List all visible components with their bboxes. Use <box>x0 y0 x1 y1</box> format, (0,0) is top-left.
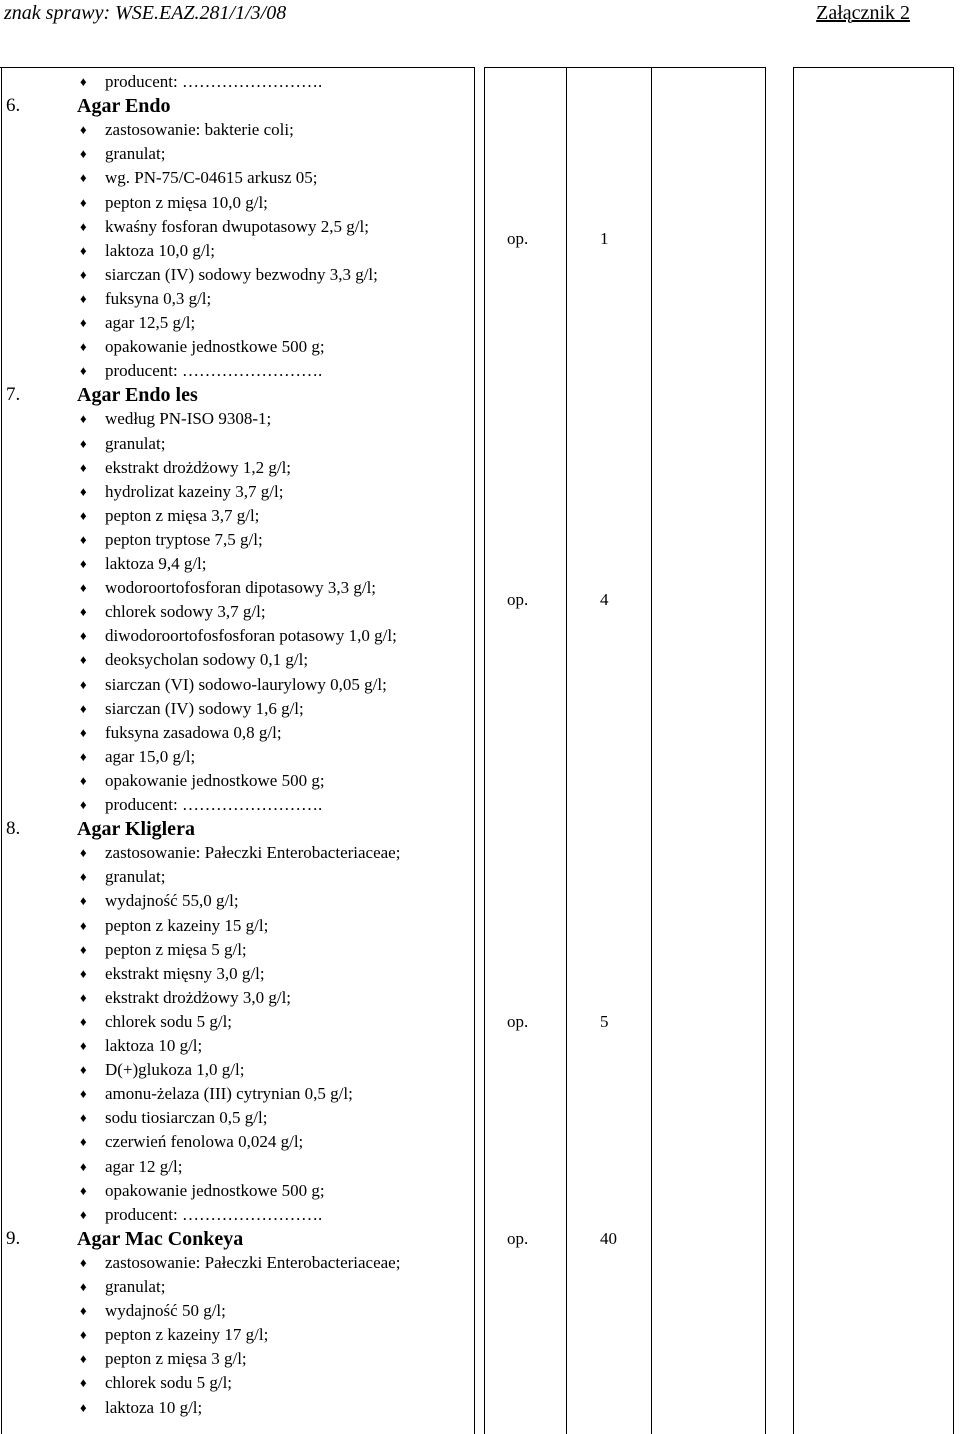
spec-text: fuksyna 0,3 g/l; <box>105 288 212 308</box>
diamond-bullet-icon: ♦ <box>80 1399 87 1415</box>
diamond-bullet-icon: ♦ <box>80 1158 87 1174</box>
spec-text: wg. PN-75/C-04615 arkusz 05; <box>105 168 318 188</box>
diamond-bullet-icon: ♦ <box>80 917 87 933</box>
spec-text: producent: ……………………. <box>105 361 323 381</box>
spec-text: według PN-ISO 9308-1; <box>105 409 272 429</box>
spec-text: sodu tiosiarczan 0,5 g/l; <box>105 1108 268 1128</box>
item-number: 8. <box>6 818 21 840</box>
diamond-bullet-icon: ♦ <box>80 556 87 571</box>
diamond-bullet-icon: ♦ <box>80 1279 87 1294</box>
diamond-bullet-icon: ♦ <box>80 965 87 981</box>
diamond-bullet-icon: ♦ <box>80 989 87 1005</box>
diamond-bullet-icon: ♦ <box>80 1182 87 1198</box>
diamond-bullet-icon: ♦ <box>80 1110 87 1126</box>
spec-text: chlorek sodu 5 g/l; <box>105 1011 233 1031</box>
diamond-bullet-icon: ♦ <box>80 74 87 89</box>
diamond-bullet-icon: ♦ <box>80 1327 87 1343</box>
diamond-bullet-icon: ♦ <box>80 676 87 692</box>
item-unit: op. <box>507 590 529 610</box>
spec-text: deoksycholan sodowy 0,1 g/l; <box>105 650 309 670</box>
diamond-bullet-icon: ♦ <box>80 845 87 861</box>
diamond-bullet-icon: ♦ <box>80 242 87 258</box>
diamond-bullet-icon: ♦ <box>80 146 87 162</box>
diamond-bullet-icon: ♦ <box>80 628 87 644</box>
diamond-bullet-icon: ♦ <box>80 122 87 138</box>
diamond-bullet-icon: ♦ <box>80 363 87 379</box>
item-number: 9. <box>6 1227 21 1249</box>
item-title: Agar Mac Conkeya <box>77 1227 244 1250</box>
spec-text: opakowanie jednostkowe 500 g; <box>105 1180 325 1200</box>
diamond-bullet-icon: ♦ <box>80 1303 87 1319</box>
spec-text: siarczan (IV) sodowy bezwodny 3,3 g/l; <box>105 264 378 284</box>
diamond-bullet-icon: ♦ <box>80 531 87 547</box>
spec-text: siarczan (VI) sodowo-laurylowy 0,05 g/l; <box>105 674 387 694</box>
spec-text: laktoza 10 g/l; <box>105 1036 203 1055</box>
spec-text: laktoza 9,4 g/l; <box>105 554 207 573</box>
diamond-bullet-icon: ♦ <box>80 724 87 740</box>
spec-text: zastosowanie: bakterie coli; <box>105 120 294 140</box>
diamond-bullet-icon: ♦ <box>80 748 87 764</box>
diamond-bullet-icon: ♦ <box>80 1038 87 1053</box>
spec-text: agar 15,0 g/l; <box>105 746 196 766</box>
spec-text: agar 12,5 g/l; <box>105 313 196 332</box>
spec-text: agar 12 g/l; <box>105 1156 183 1176</box>
diamond-bullet-icon: ♦ <box>80 893 87 909</box>
page-header <box>0 0 960 30</box>
spec-text: pepton z mięsa 3 g/l; <box>105 1349 247 1369</box>
spec-text: laktoza 10 g/l; <box>105 1397 203 1417</box>
diamond-bullet-icon: ♦ <box>80 483 87 499</box>
diamond-bullet-icon: ♦ <box>80 1206 87 1222</box>
spec-text: granulat; <box>105 433 166 453</box>
diamond-bullet-icon: ♦ <box>80 869 87 885</box>
spec-text: producent: ……………………. <box>105 72 323 91</box>
diamond-bullet-icon: ♦ <box>80 266 87 282</box>
item-quantity: 1 <box>600 228 609 248</box>
item-unit: op. <box>507 1011 529 1031</box>
table-border-right <box>953 67 954 1434</box>
item-number: 7. <box>6 384 21 406</box>
item-unit: op. <box>507 1228 529 1248</box>
diamond-bullet-icon: ♦ <box>80 315 87 330</box>
item-number: 6. <box>6 95 21 117</box>
spec-text: producent: ……………………. <box>105 795 323 814</box>
table-top-border-right <box>793 67 953 68</box>
diamond-bullet-icon: ♦ <box>80 290 87 306</box>
spec-text: pepton z mięsa 10,0 g/l; <box>105 192 268 212</box>
spec-text: ekstrakt mięsny 3,0 g/l; <box>105 963 265 983</box>
spec-text: granulat; <box>105 867 166 887</box>
diamond-bullet-icon: ♦ <box>80 580 87 596</box>
diamond-bullet-icon: ♦ <box>80 1134 87 1150</box>
spec-text: pepton z kazeiny 17 g/l; <box>105 1325 269 1345</box>
attachment-label: Załącznik 2 <box>816 2 910 24</box>
spec-text: zastosowanie: Pałeczki Enterobacteriaceae; <box>105 1252 401 1272</box>
case-reference: znak sprawy: WSE.EAZ.281/1/3/08 <box>4 2 287 24</box>
spec-text: chlorek sodu 5 g/l; <box>105 1373 233 1393</box>
spec-text: wodoroortofosforan dipotasowy 3,3 g/l; <box>105 578 377 598</box>
diamond-bullet-icon: ♦ <box>80 459 87 475</box>
diamond-bullet-icon: ♦ <box>80 218 87 234</box>
item-quantity: 4 <box>600 590 609 610</box>
spec-text: wydajność 50 g/l; <box>105 1301 226 1321</box>
table-divider-6 <box>793 67 794 1434</box>
spec-text: czerwień fenolowa 0,024 g/l; <box>105 1132 304 1152</box>
diamond-bullet-icon: ♦ <box>80 194 87 210</box>
table-divider-4 <box>651 67 652 1434</box>
item-title: Agar Endo <box>77 95 171 118</box>
table-divider-3 <box>566 67 567 1434</box>
diamond-bullet-icon: ♦ <box>80 941 87 957</box>
diamond-bullet-icon: ♦ <box>80 1086 87 1102</box>
item-unit: op. <box>507 228 529 248</box>
spec-text: fuksyna zasadowa 0,8 g/l; <box>105 722 282 742</box>
spec-text: ekstrakt drożdżowy 1,2 g/l; <box>105 457 292 477</box>
diamond-bullet-icon: ♦ <box>80 507 87 523</box>
diamond-bullet-icon: ♦ <box>80 339 87 355</box>
spec-text: granulat; <box>105 1277 166 1296</box>
spec-text: ekstrakt drożdżowy 3,0 g/l; <box>105 987 292 1007</box>
spec-text: pepton z kazeiny 15 g/l; <box>105 915 269 935</box>
item-title: Agar Kliglera <box>77 818 195 841</box>
table-divider-5 <box>765 67 766 1434</box>
diamond-bullet-icon: ♦ <box>80 170 87 186</box>
spec-text: granulat; <box>105 144 166 164</box>
table-top-border-mid <box>484 67 765 68</box>
spec-text: laktoza 10,0 g/l; <box>105 240 216 260</box>
table-divider-1 <box>474 67 475 1434</box>
item-title: Agar Endo les <box>77 384 198 407</box>
spec-text: wydajność 55,0 g/l; <box>105 891 239 911</box>
table-border-left <box>1 67 2 1434</box>
spec-text: hydrolizat kazeiny 3,7 g/l; <box>105 481 284 501</box>
diamond-bullet-icon: ♦ <box>80 1062 87 1078</box>
diamond-bullet-icon: ♦ <box>80 1351 87 1367</box>
item-quantity: 5 <box>600 1011 609 1031</box>
spec-text: kwaśny fosforan dwupotasowy 2,5 g/l; <box>105 216 369 236</box>
spec-text: amonu-żelaza (III) cytrynian 0,5 g/l; <box>105 1084 353 1104</box>
diamond-bullet-icon: ♦ <box>80 411 87 427</box>
table-divider-2 <box>484 67 485 1434</box>
item-quantity: 40 <box>600 1228 617 1248</box>
spec-text: pepton z mięsa 3,7 g/l; <box>105 505 260 525</box>
diamond-bullet-icon: ♦ <box>80 797 87 812</box>
diamond-bullet-icon: ♦ <box>80 1013 87 1029</box>
diamond-bullet-icon: ♦ <box>80 700 87 716</box>
table-top-border-left <box>0 67 474 68</box>
diamond-bullet-icon: ♦ <box>80 652 87 668</box>
spec-text: opakowanie jednostkowe 500 g; <box>105 337 325 357</box>
spec-text: zastosowanie: Pałeczki Enterobacteriaceae; <box>105 843 401 863</box>
diamond-bullet-icon: ♦ <box>80 1375 87 1391</box>
spec-text: D(+)glukoza 1,0 g/l; <box>105 1060 245 1080</box>
spec-text: pepton z mięsa 5 g/l; <box>105 939 247 959</box>
diamond-bullet-icon: ♦ <box>80 1254 87 1270</box>
diamond-bullet-icon: ♦ <box>80 772 87 788</box>
spec-text: producent: ……………………. <box>105 1204 323 1224</box>
spec-text: diwodoroortofosfosforan potasowy 1,0 g/l; <box>105 626 397 646</box>
spec-text: pepton tryptose 7,5 g/l; <box>105 529 263 549</box>
spec-text: chlorek sodowy 3,7 g/l; <box>105 602 266 622</box>
spec-text: opakowanie jednostkowe 500 g; <box>105 770 325 790</box>
diamond-bullet-icon: ♦ <box>80 435 87 451</box>
diamond-bullet-icon: ♦ <box>80 604 87 620</box>
spec-text: siarczan (IV) sodowy 1,6 g/l; <box>105 698 304 718</box>
